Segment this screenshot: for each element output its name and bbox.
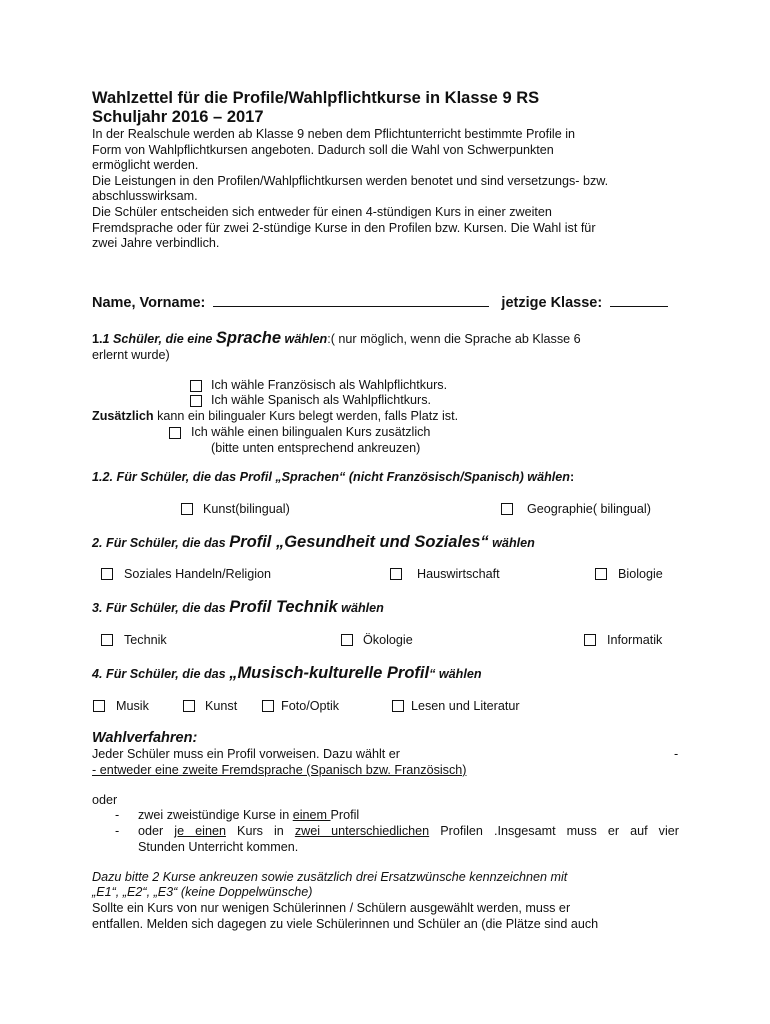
name-row: [92, 295, 668, 311]
intro-line: In der Realschule werden ab Klasse 9 neben dem Pflichtunterricht bestimmte Profile in: [92, 127, 576, 141]
section-4-heading: 4. Für Schüler, die das „Musisch-kulturelle Profil“ wählen: [92, 664, 482, 682]
checkbox-kunst[interactable]: [183, 700, 195, 712]
option-bilingual-hint: (bitte unten entsprechend ankreuzen): [211, 441, 421, 455]
option-foto-optik: Foto/Optik: [281, 699, 340, 713]
checkbox-franzoesisch[interactable]: [190, 380, 202, 392]
bullet-dash: -: [115, 824, 120, 838]
oder-label: oder: [92, 793, 118, 807]
section-1-note: erlernt wurde): [92, 348, 170, 362]
name-label: Name, Vorname:: [92, 295, 206, 311]
closing-line-2: entfallen. Melden sich dagegen zu viele Schülerinnen und Schüler an (die Plätze sind auch: [92, 917, 599, 931]
intro-paragraph: [92, 127, 608, 252]
option-fremdsprache: - entweder eine zweite Fremdsprache (Spanisch bzw. Französisch): [92, 763, 467, 777]
option-spanisch: Ich wähle Spanisch als Wahlpflichtkurs.: [211, 393, 432, 407]
option-technik: Technik: [124, 633, 167, 647]
intro-line: Die Schüler entscheiden sich entweder für einen 4-stündigen Kurs in einer zweiten: [92, 204, 552, 219]
intro-line: zwei Jahre verbindlich.: [92, 236, 220, 251]
class-label: jetzige Klasse:: [501, 295, 603, 311]
checkbox-bilingual[interactable]: [169, 427, 181, 439]
wahlverfahren-heading: Wahlverfahren:: [92, 730, 198, 746]
checkbox-lesen-literatur[interactable]: [392, 700, 404, 712]
option-soziales-handeln: Soziales Handeln/Religion: [124, 567, 272, 581]
option-franzoesisch: Ich wähle Französisch als Wahlpflichtkurs.: [211, 378, 448, 392]
checkbox-technik[interactable]: [101, 634, 113, 646]
checkbox-oekologie[interactable]: [341, 634, 353, 646]
option-bilingual: Ich wähle einen bilingualen Kurs zusätzlich: [191, 425, 431, 439]
option-kunst-bilingual: Kunst(bilingual): [203, 502, 290, 516]
intro-line: abschlusswirksam.: [92, 189, 198, 204]
option-lesen-literatur: Lesen und Literatur: [411, 699, 520, 713]
option-informatik: Informatik: [607, 633, 663, 647]
closing-line-1: Sollte ein Kurs von nur wenigen Schülerinnen / Schülern ausgewählt werden, muss er: [92, 901, 571, 915]
intro-line: Fremdsprache oder für zwei 2-stündige Kurse in den Profilen bzw. Kursen. Die Wahl ist für: [92, 220, 596, 235]
checkbox-informatik[interactable]: [584, 634, 596, 646]
option-biologie: Biologie: [618, 567, 663, 581]
checkbox-geographie-bilingual[interactable]: [501, 503, 513, 515]
bilingual-note: Zusätzlich kann ein bilingualer Kurs belegt werden, falls Platz ist.: [92, 409, 459, 423]
wahlverfahren-intro: Jeder Schüler muss ein Profil vorweisen. Dazu wählt er: [92, 747, 400, 761]
checkbox-hauswirtschaft[interactable]: [390, 568, 402, 580]
option-oekologie: Ökologie: [363, 633, 413, 647]
instruction-line-1: Dazu bitte 2 Kurse ankreuzen sowie zusätzlich drei Ersatzwünsche kennzeichnen mit: [92, 870, 568, 884]
checkbox-foto-optik[interactable]: [262, 700, 274, 712]
intro-line: ermöglicht werden.: [92, 158, 199, 173]
checkbox-spanisch[interactable]: [190, 395, 202, 407]
bullet-two-profiles: oder je einen Kurs in zwei unterschiedlichen Profilen .Insgesamt muss er auf vier: [138, 824, 679, 838]
class-field[interactable]: [610, 295, 668, 307]
intro-line: Die Leistungen in den Profilen/Wahlpflichtkursen werden benotet und sind versetzungs- bzw.: [92, 173, 609, 188]
option-kunst: Kunst: [205, 699, 238, 713]
dash: -: [674, 747, 679, 761]
subtitle-school-year: Schuljahr 2016 – 2017: [92, 108, 264, 126]
section-3-heading: 3. Für Schüler, die das Profil Technik wählen: [92, 598, 384, 616]
section-1-2-heading: 1.2. Für Schüler, die das Profil „Sprachen“ (nicht Französisch/Spanisch) wählen:: [92, 470, 575, 484]
option-musik: Musik: [116, 699, 149, 713]
name-field[interactable]: [213, 295, 489, 307]
intro-line: Form von Wahlpflichtkursen angeboten. Dadurch soll die Wahl von Schwerpunkten: [92, 142, 554, 157]
instruction-line-2: „E1“, „E2“, „E3“ (keine Doppelwünsche): [92, 885, 313, 899]
checkbox-musik[interactable]: [93, 700, 105, 712]
option-geographie-bilingual: Geographie( bilingual): [527, 502, 651, 516]
bullet-two-profiles-cont: Stunden Unterricht kommen.: [138, 840, 299, 854]
checkbox-kunst-bilingual[interactable]: [181, 503, 193, 515]
checkbox-biologie[interactable]: [595, 568, 607, 580]
title: Wahlzettel für die Profile/Wahlpflichtkurse in Klasse 9 RS: [92, 89, 540, 107]
checkbox-soziales-handeln[interactable]: [101, 568, 113, 580]
bullet-dash: -: [115, 808, 120, 822]
section-1-heading: 1.1 Schüler, die eine Sprache wählen:( nur möglich, wenn die Sprache ab Klasse 6: [92, 329, 581, 347]
option-hauswirtschaft: Hauswirtschaft: [417, 567, 500, 581]
section-2-heading: 2. Für Schüler, die das Profil „Gesundheit und Soziales“ wählen: [92, 533, 535, 551]
bullet-one-profile: zwei zweistündige Kurse in einem Profil: [138, 808, 360, 822]
